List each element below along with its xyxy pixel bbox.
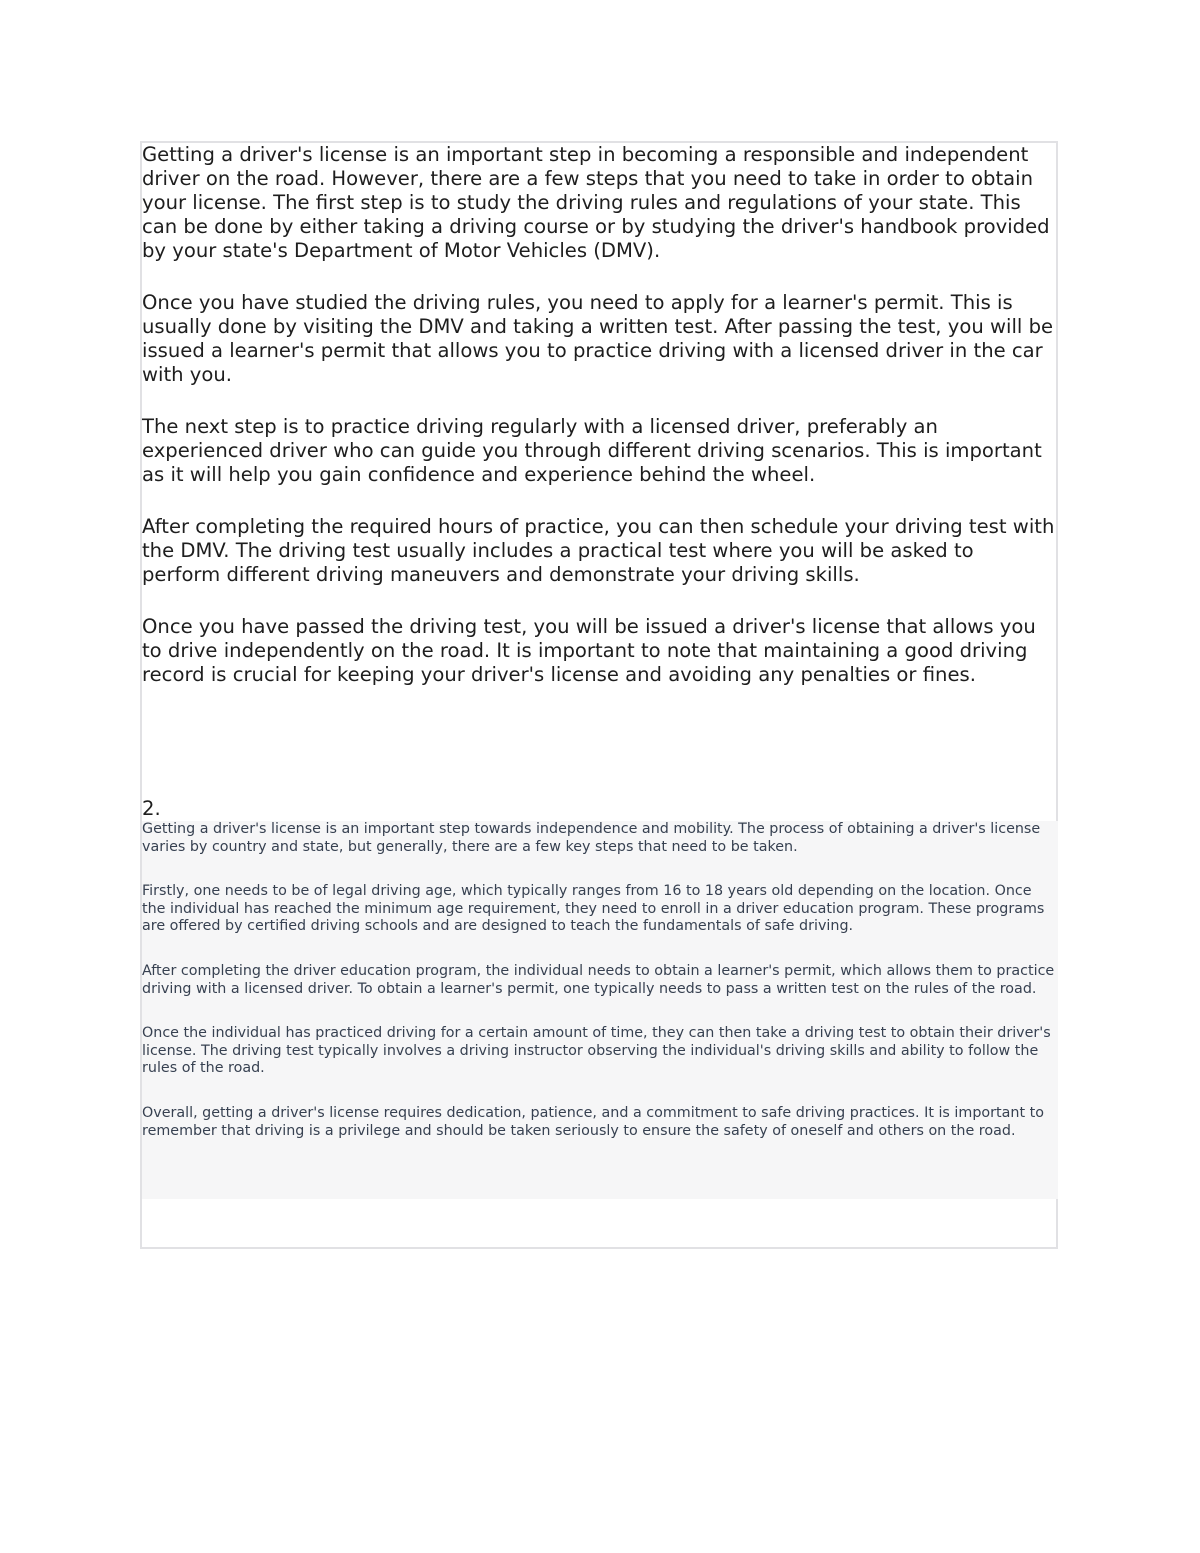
- section-two-paragraph: Getting a driver's license is an important step towards independence and mobility. The process of obtaining a driver's license varies by country and state, but generally, there are a few key steps that need to be taken.: [142, 821, 1041, 855]
- section-one-paragraph: The next step is to practice driving regularly with a licensed driver, preferably an experienced driver who can guide you through different driving scenarios. This is important as it will help you gain confidence and experience behind the wheel.: [142, 415, 1042, 486]
- section-two-paragraph: Once the individual has practiced driving for a certain amount of time, they can then take a driving test to obtain their driver's license. The driving test typically involves a driving instructor observing the individual's driving skills and ability to follow the rules of the road.: [142, 1025, 1051, 1077]
- section-one-paragraph: Getting a driver's license is an important step in becoming a responsible and independent driver on the road. However, there are a few steps that you need to take in order to obtain your license. The first step is to study the driving rules and regulations of your state. This can be done by either taking a driving course or by studying the driver's handbook provided by your state's Department of Motor Vehicles (DMV).: [142, 143, 1050, 262]
- section-one-paragraph: Once you have passed the driving test, you will be issued a driver's license that allows you to drive independently on the road. It is important to note that maintaining a good driving record is crucial for keeping your driver's license and avoiding any penalties or fines.: [142, 615, 1036, 686]
- document-frame: [140, 141, 1058, 1249]
- section-two: [142, 821, 1058, 1199]
- section-two-paragraph: After completing the driver education program, the individual needs to obtain a learner's permit, which allows them to practice driving with a licensed driver. To obtain a learner's permit, one typically needs to pass a written test on the rules of the road.: [142, 962, 1055, 997]
- section-one-paragraph: After completing the required hours of practice, you can then schedule your driving test with the DMV. The driving test usually includes a practical test where you will be asked to perform different driving maneuvers and demonstrate your driving skills.: [142, 515, 1055, 586]
- section-two-paragraph: Overall, getting a driver's license requires dedication, patience, and a commitment to safe driving practices. It is important to remember that driving is a privilege and should be taken seriously to ensure the safety of oneself and others on the road.: [142, 1104, 1044, 1139]
- section-number: 2.: [142, 797, 161, 820]
- section-one: [142, 143, 1058, 715]
- section-one-paragraph: Once you have studied the driving rules, you need to apply for a learner's permit. This is usually done by visiting the DMV and taking a written test. After passing the test, you will be issued a learner's permit that allows you to practice driving with a licensed driver in the car with you.: [142, 291, 1054, 386]
- section-two-paragraph: Firstly, one needs to be of legal driving age, which typically ranges from 16 to 18 years old depending on the location. Once the individual has reached the minimum age requirement, they need to enroll in a driver education program. These programs are offered by certified driving schools and are designed to teach the fundamentals of safe driving.: [142, 883, 1045, 935]
